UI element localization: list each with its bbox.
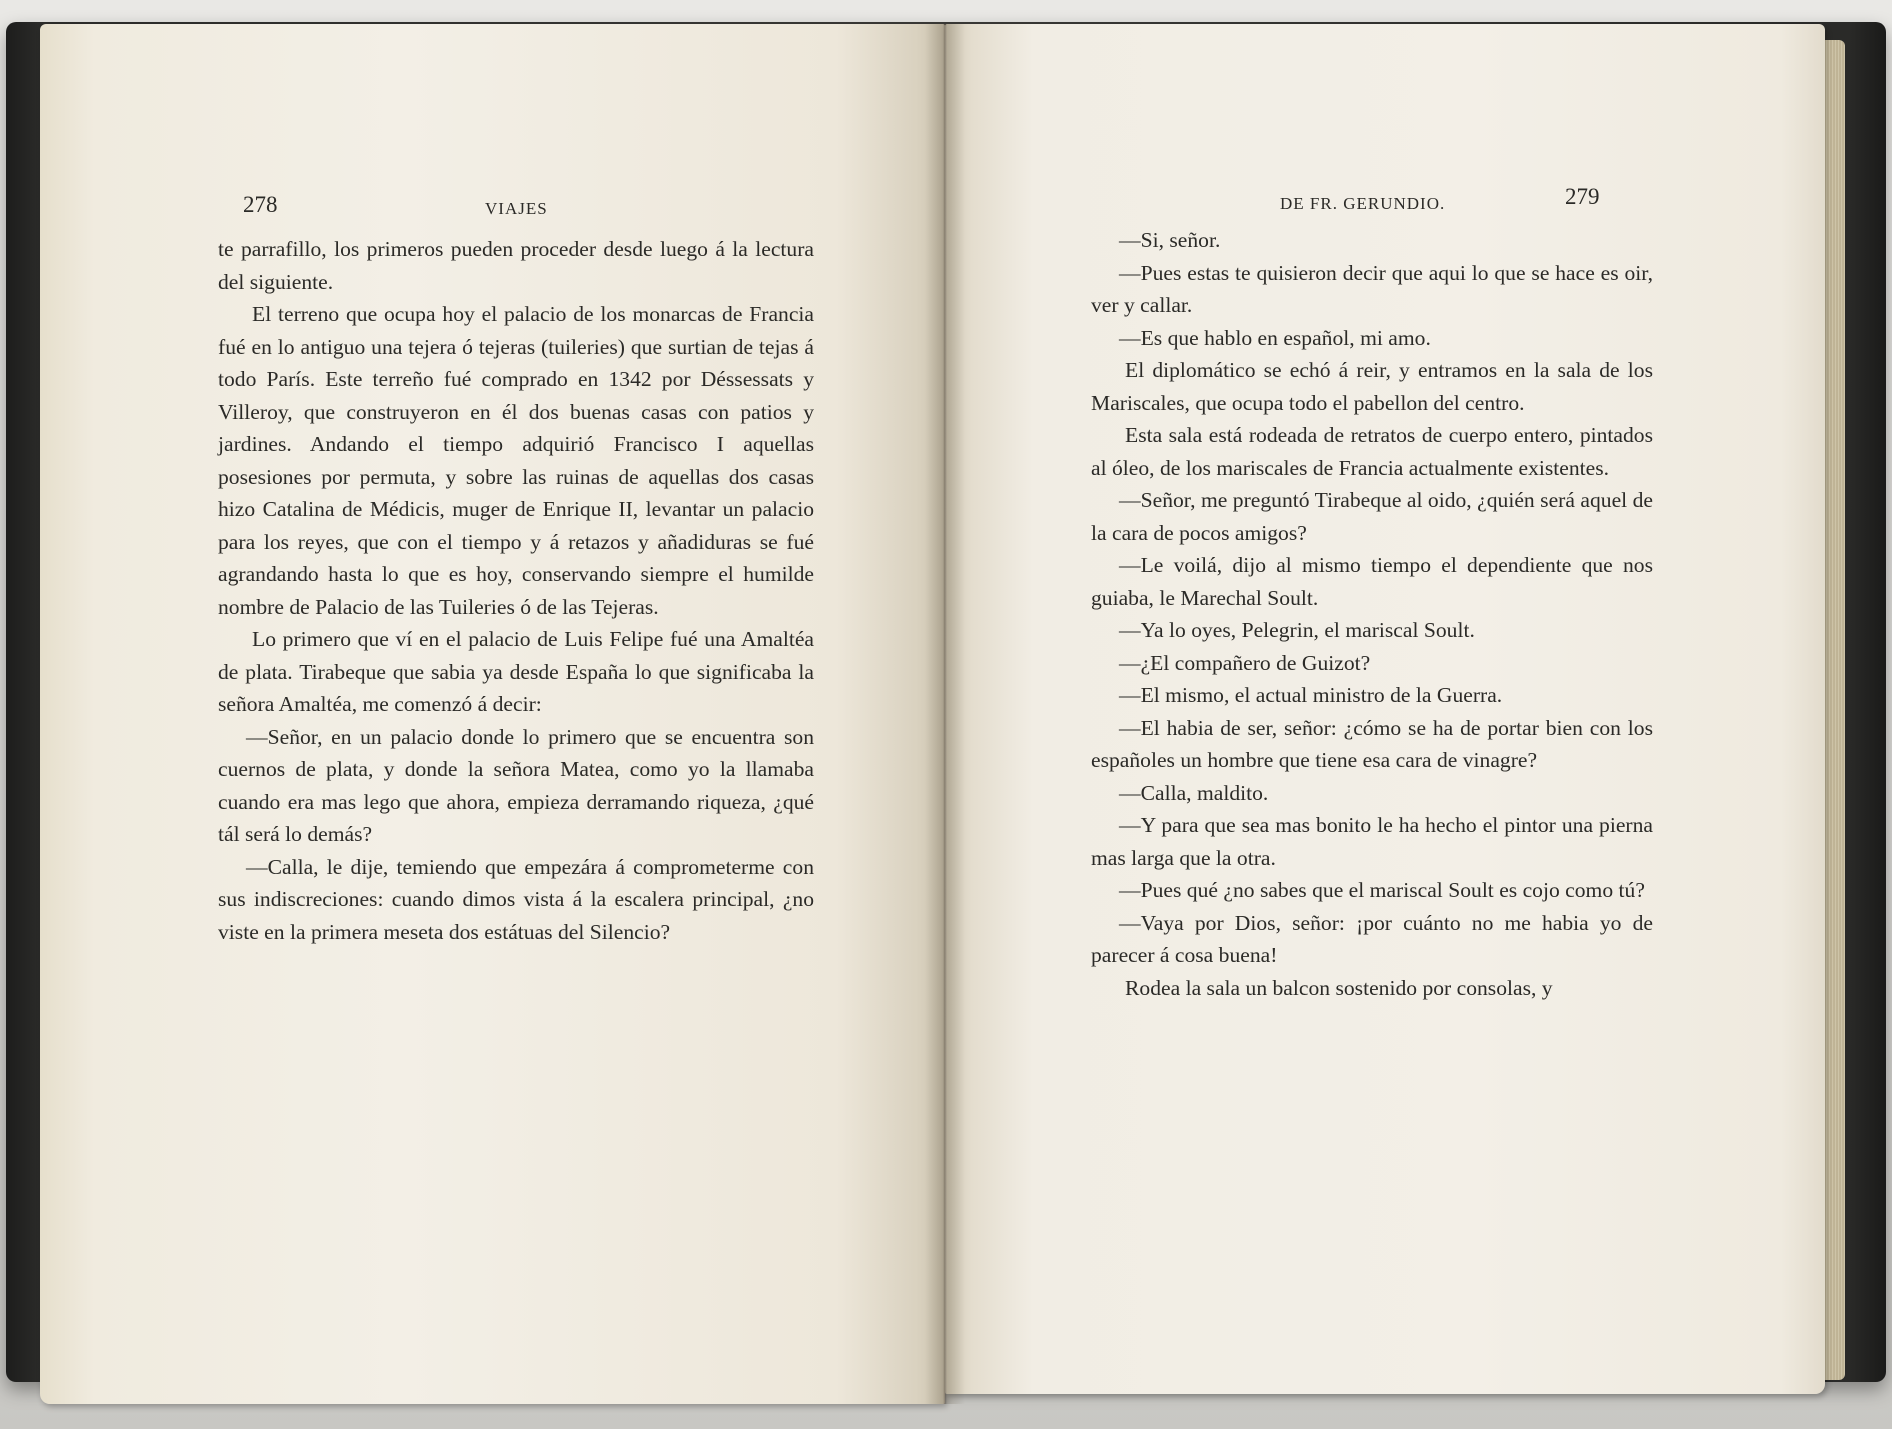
- paragraph: —Señor, me preguntó Tirabeque al oido, ¿quién será aquel de la cara de pocos amigos?: [1091, 488, 1653, 545]
- page-edges: [1825, 40, 1845, 1380]
- paragraph: te parrafillo, los primeros pueden proceder desde luego á la lectura del siguiente.: [218, 237, 814, 294]
- paragraph: —Calla, maldito.: [1119, 780, 1269, 805]
- paragraph: —Pues qué ¿no sabes que el mariscal Soult es cojo como tú?: [1119, 878, 1645, 902]
- paragraph: Esta sala está rodeada de retratos de cuerpo entero, pintados al óleo, de los mariscales de Francia actualmente existentes.: [1091, 423, 1653, 480]
- paragraph: —Si, señor.: [1119, 228, 1221, 252]
- paragraph: —Le voilá, dijo al mismo tiempo el dependiente que nos guiaba, le Marechal Soult.: [1091, 553, 1653, 610]
- paragraph: —¿El compañero de Guizot?: [1119, 650, 1371, 675]
- right-text-block: [1091, 224, 1653, 1004]
- right-page: [945, 24, 1825, 1394]
- paragraph: —Calla, le dije, temiendo que empezára á comprometerme con sus indiscreciones: cuando dimos vista á la escalera principal, ¿no viste en la primera meseta dos estátuas del Silencio?: [218, 854, 814, 944]
- paragraph: —Ya lo oyes, Pelegrin, el mariscal Soult.: [1119, 618, 1475, 642]
- paragraph: —Señor, en un palacio donde lo primero que se encuentra son cuernos de plata, y donde la señora Matea, como yo la llamaba cuando era mas lego que ahora, empieza derramando riqueza, ¿qué tál será lo demás?: [218, 724, 814, 846]
- running-head-right: DE FR. GERUNDIO.: [1280, 194, 1446, 213]
- paragraph: —Pues estas te quisieron decir que aqui lo que se hace es oir, ver y callar.: [1091, 260, 1653, 317]
- running-head-left: VIAJES: [485, 199, 548, 218]
- paragraph: El terreno que ocupa hoy el palacio de los monarcas de Francia fué en lo antiguo una tejera ó tejeras (tuileries) que surtian de tejas á todo París. Este terreño fué comprado en 1342 por Déssessats y Villeroy, que construyeron en él dos buenas casas con patios y jardines. Andando el tiempo adquirió Francisco I aquellas posesiones por permuta, y sobre las ruinas de aquellas dos casas hizo Catalina de Médicis, muger de Enrique II, levantar un palacio para los reyes, que con el tiempo y á retazos y añadiduras se fué agrandando hasta lo que es hoy, conservando siempre el humilde nombre de Palacio de las Tuileries ó de las Tejeras.: [218, 302, 814, 619]
- paragraph: —Es que hablo en español, mi amo.: [1119, 325, 1431, 350]
- paragraph: Rodea la sala un balcon sostenido por consolas, y: [1125, 975, 1553, 1000]
- paragraph: Lo primero que ví en el palacio de Luis Felipe fué una Amaltéa de plata. Tirabeque que sabia ya desde España lo que significaba la señora Amaltéa, me comenzó á decir:: [218, 627, 814, 716]
- left-text-block: [218, 233, 814, 948]
- page-number-left: 278: [243, 192, 278, 217]
- paragraph: —Vaya por Dios, señor: ¡por cuánto no me habia yo de parecer á cosa buena!: [1091, 910, 1653, 967]
- page-number-right: 279: [1565, 184, 1600, 209]
- paragraph: —El mismo, el actual ministro de la Guerra.: [1119, 683, 1503, 707]
- paragraph: El diplomático se echó á reir, y entramos en la sala de los Mariscales, que ocupa todo el pabellon del centro.: [1091, 358, 1653, 415]
- paragraph: —Y para que sea mas bonito le ha hecho el pintor una pierna mas larga que la otra.: [1091, 813, 1653, 870]
- paragraph: —El habia de ser, señor: ¿cómo se ha de portar bien con los españoles un hombre que tiene esa cara de vinagre?: [1091, 715, 1653, 772]
- left-page: [40, 24, 945, 1404]
